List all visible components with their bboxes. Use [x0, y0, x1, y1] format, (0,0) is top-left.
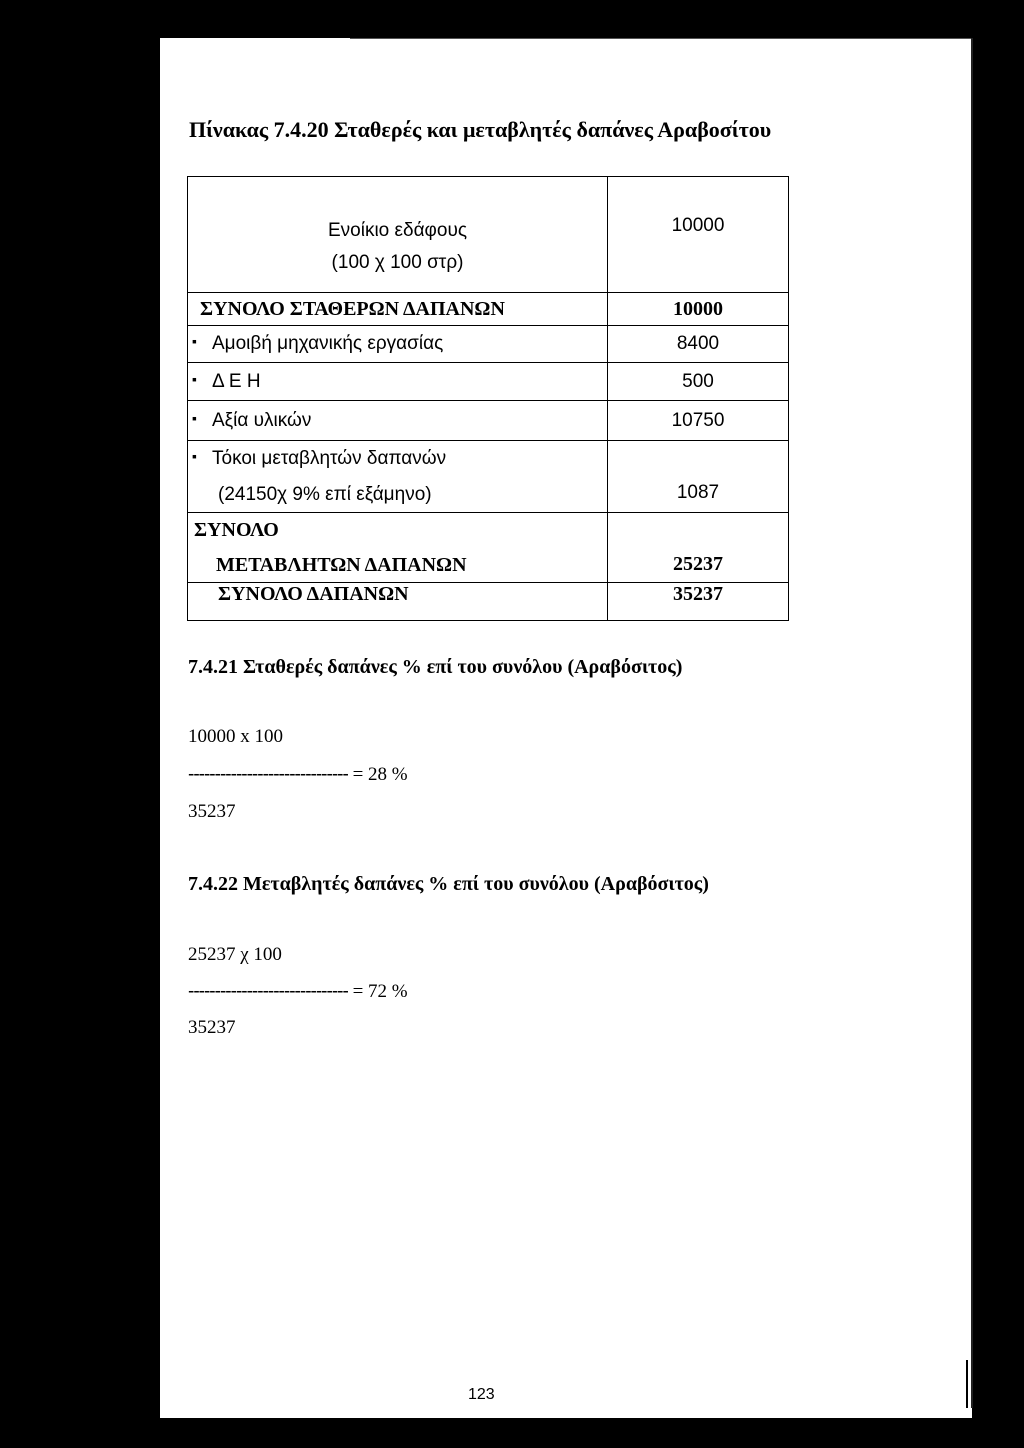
grand-total-label: ΣΥΝΟΛΟ ΔΑΠΑΝΩΝ [188, 583, 608, 621]
materials-value: 10750 [608, 401, 789, 441]
interest-value [608, 441, 789, 513]
section-21-numerator: 10000 x 100 [188, 726, 283, 747]
materials-label [188, 401, 608, 441]
page-number: 123 [468, 1386, 495, 1403]
table-caption: Πίνακας 7.4.20 Σταθερές και μεταβλητές δαπάνες Αραβοσίτου [189, 117, 772, 142]
section-22-title: 7.4.22 Μεταβλητές δαπάνες % επί του συνόλου (Αραβόσιτος) [188, 873, 709, 895]
bullet-icon: ▪ [192, 333, 197, 349]
section-21-fraction-line [188, 764, 408, 786]
table-row [188, 177, 789, 293]
table-row [188, 513, 789, 583]
rent-value-text: 10000 [671, 215, 725, 236]
bullet-icon: ▪ [192, 370, 197, 387]
fixed-total-value: 10000 [608, 293, 789, 326]
materials-label-text: Αξία υλικών [212, 409, 312, 431]
deh-value: 500 [608, 363, 789, 401]
labour-label [188, 326, 608, 363]
labour-value: 8400 [608, 326, 789, 363]
interest-label [188, 441, 608, 513]
rent-value [608, 177, 789, 293]
rent-label-line2: (100 χ 100 στρ) [331, 251, 464, 273]
section-22-result: = 72 % [352, 981, 408, 1002]
table-row [188, 441, 789, 513]
fraction-divider: ------------------------------ [188, 764, 348, 785]
interest-label-line1-text: Τόκοι μεταβλητών δαπανών [212, 447, 447, 469]
section-22-numerator: 25237 χ 100 [188, 944, 282, 965]
table-row [188, 326, 789, 363]
rent-label [188, 177, 608, 293]
frame-right-line [971, 38, 973, 1408]
variable-total-line1: ΣΥΝΟΛΟ [194, 518, 279, 541]
table-row [188, 583, 789, 621]
interest-label-line1 [192, 448, 607, 470]
table-row [188, 293, 789, 326]
section-21-title: 7.4.21 Σταθερές δαπάνες % επί του συνόλου (Αραβόσιτος) [188, 656, 683, 678]
variable-total-value-text: 25237 [673, 553, 723, 575]
bullet-icon: ▪ [192, 447, 197, 464]
costs-table [187, 176, 789, 621]
table-row [188, 363, 789, 401]
section-21-denominator: 35237 [188, 801, 236, 822]
frame-bottom-line [966, 1360, 968, 1408]
interest-label-line2: (24150χ 9% επί εξάμηνο) [218, 483, 432, 505]
frame-top-line [350, 38, 972, 39]
table-row [188, 401, 789, 441]
grand-total-value: 35237 [608, 583, 789, 621]
interest-value-text: 1087 [676, 482, 720, 503]
rent-label-line1: Ενοίκιο εδάφους [328, 219, 467, 241]
fraction-divider: ------------------------------ [188, 981, 348, 1002]
bullet-icon: ▪ [192, 409, 197, 426]
section-22-fraction-line [188, 981, 408, 1003]
variable-total-line2: ΜΕΤΑΒΛΗΤΩΝ ΔΑΠΑΝΩΝ [216, 553, 467, 576]
section-21-result: = 28 % [352, 764, 408, 785]
section-22-denominator: 35237 [188, 1017, 236, 1038]
deh-label [188, 363, 608, 401]
labour-label-text: Αμοιβή μηχανικής εργασίας [212, 333, 444, 354]
fixed-total-label: ΣΥΝΟΛΟ ΣΤΑΘΕΡΩΝ ΔΑΠΑΝΩΝ [188, 293, 608, 326]
variable-total-label [188, 513, 608, 583]
deh-label-text: Δ Ε Η [212, 370, 261, 392]
variable-total-value [608, 513, 789, 583]
